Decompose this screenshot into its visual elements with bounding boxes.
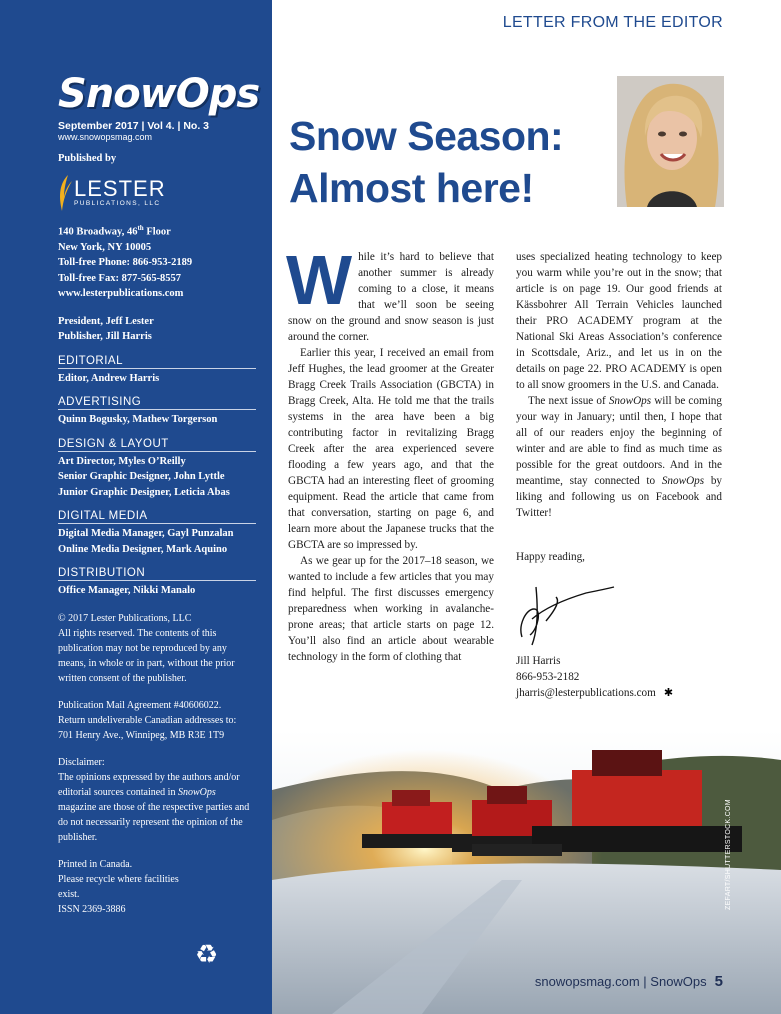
article-headline — [289, 110, 609, 214]
advertising-line: Quinn Bogusky, Mathew Torgerson — [58, 414, 218, 425]
mail-agreement — [58, 698, 256, 743]
flame-icon — [58, 175, 72, 211]
published-by-label: Published by — [58, 153, 117, 164]
address-fax: Toll-free Fax: 877-565-8557 — [58, 272, 182, 284]
paragraph-2: Earlier this year, I received an email from Jeff Hughes, the lead groomer at the Greater Bragg Creek Trails Association (GBCTA) in Bragg Creek, Alta. He told me that the trails systems in the area have been a big contributing factor in revitalizing Bragg Creek after the area experienced severe flooding a few years ago, and that the GBCTA had an interesting fleet of grooming equipment. Read the article that came from that conversation, starting on page 6, and learn more about the Japanese trucks that the GBCTA are so impressed by. — [288, 347, 494, 551]
drop-cap: W — [286, 241, 353, 319]
headline-line-2: Almost here! — [289, 165, 534, 211]
paragraph-3-start: As we gear up for the 2017–18 season, we wanted to include a few articles that you may find helpful. The first discusses emergency preparedness when working in avalanche-prone areas; that article starts on page 12. You’ll also find an article about wearable technology in the form of clothing that — [288, 555, 494, 663]
editor-name: Jill Harris — [516, 655, 561, 667]
copyright-line: © 2017 Lester Publications, LLC — [58, 612, 192, 624]
lester-publications-logo — [58, 175, 256, 211]
snowops-logo: SnowOps — [58, 71, 260, 117]
address-phone: Toll-free Phone: 866-953-2189 — [58, 257, 193, 268]
photo-credit: ZEFART/SHUTTERSTOCK.COM — [725, 799, 732, 910]
section-tag: LETTER FROM THE EDITOR — [502, 14, 723, 31]
copyright-notice — [58, 611, 256, 686]
publisher-line: Publisher, Jill Harris — [58, 331, 152, 342]
design-heading: DESIGN & LAYOUT — [58, 438, 256, 452]
article-column-1 — [286, 241, 494, 665]
footer-text: snowopsmag.com | SnowOps — [534, 974, 707, 989]
advertising-heading: ADVERTISING — [58, 396, 256, 410]
groomers-photo — [272, 730, 781, 1014]
distribution-line: Office Manager, Nikki Manalo — [58, 585, 196, 596]
recycle-icon: ♻ — [195, 940, 219, 970]
distribution-heading: DISTRIBUTION — [58, 567, 256, 581]
magazine-website: www.snowopsmag.com — [58, 132, 153, 142]
paragraph-4: The next issue of SnowOps will be coming your way in January; until then, I hope that all of our readers enjoy the beginning of winter and are able to find as much time as possible for the great outdoors. And in the meantime, stay connected to SnowOps by liking and following us on Facebook and Twitter! — [516, 395, 723, 519]
editorial-heading: EDITORIAL — [58, 355, 256, 369]
masthead-sidebar — [0, 0, 272, 1014]
signature — [516, 579, 616, 649]
publisher-sub: PUBLICATIONS, LLC — [74, 199, 161, 207]
digital-line-2: Online Media Designer, Mark Aquino — [58, 543, 228, 555]
snowcat-scene — [272, 730, 781, 1014]
address-city: New York, NY 10005 — [58, 241, 152, 253]
disclaimer-heading: Disclaimer: — [58, 756, 105, 768]
mail-line-3: 701 Henry Ave., Winnipeg, MB R3E 1T9 — [58, 729, 225, 741]
mail-line-1: Publication Mail Agreement #40606022. — [58, 699, 222, 711]
page-number: 5 — [714, 973, 723, 990]
design-line-2: Senior Graphic Designer, John Lyttle — [58, 471, 225, 482]
article-column-2 — [516, 249, 722, 701]
design-line-1: Art Director, Myles O’Reilly — [58, 455, 186, 467]
portrait-image — [617, 76, 724, 207]
editor-email-line — [516, 685, 722, 701]
digital-heading: DIGITAL MEDIA — [58, 510, 256, 524]
editor-email[interactable]: jharris@lesterpublications.com — [516, 687, 656, 699]
issue-info: September 2017 | Vol 4. | No. 3 — [58, 120, 209, 132]
headline-line-1: Snow Season: — [289, 113, 564, 159]
publisher-name: LESTER — [74, 175, 166, 201]
editorial-line: Editor, Andrew Harris — [58, 372, 160, 384]
executives — [58, 314, 256, 345]
editor-contact — [516, 653, 722, 701]
address-street: 140 Broadway, 46th Floor — [58, 223, 171, 237]
printing-notice — [58, 857, 198, 917]
publisher-address — [58, 221, 256, 302]
page-footer — [535, 973, 723, 990]
design-line-3: Junior Graphic Designer, Leticia Abas — [58, 486, 230, 498]
editor-portrait — [617, 76, 724, 207]
recycle-line: Please recycle where facilities exist. — [58, 873, 179, 900]
issn-line: ISSN 2369-3886 — [58, 903, 126, 915]
closing-line: Happy reading, — [516, 551, 585, 563]
paragraph-3-continued: uses specialized heating technology to keep you warm while you’re out in the snow; that article is on page 19. Our good friends at Kässbohrer All Terrain Vehicles launched their PRO ACADEMY program at the National Ski Areas Association’s conference in Scottsdale, Ariz., and let us in on the details on page 22. PRO ACADEMY is open to all snow groomers in the U.S. and Canada. — [516, 251, 722, 391]
president-line: President, Jeff Lester — [58, 315, 154, 327]
disclaimer-text: The opinions expressed by the authors and/or editorial sources contained in SnowOps magazine are those of the respective parties and do not necessarily represent the opinion of the publisher. — [58, 771, 250, 843]
rights-text: All rights reserved. The contents of this publication may not be reproduced by any means, in whole or in part, without the prior written consent of the publisher. — [58, 627, 235, 684]
paragraph-1: While it’s hard to believe that another summer is already coming to a close, it means that we’ll soon be seeing snow on the ground and snow season is just around the corner. — [286, 241, 494, 343]
printed-line: Printed in Canada. — [58, 858, 133, 870]
end-mark-icon: ✱ — [663, 686, 674, 699]
digital-line-1: Digital Media Manager, Gayl Punzalan — [58, 528, 234, 539]
address-web[interactable]: www.lesterpublications.com — [58, 288, 184, 299]
editor-phone: 866-953-2182 — [516, 671, 580, 683]
disclaimer — [58, 755, 256, 845]
mail-line-2: Return undeliverable Canadian addresses to: — [58, 714, 237, 726]
